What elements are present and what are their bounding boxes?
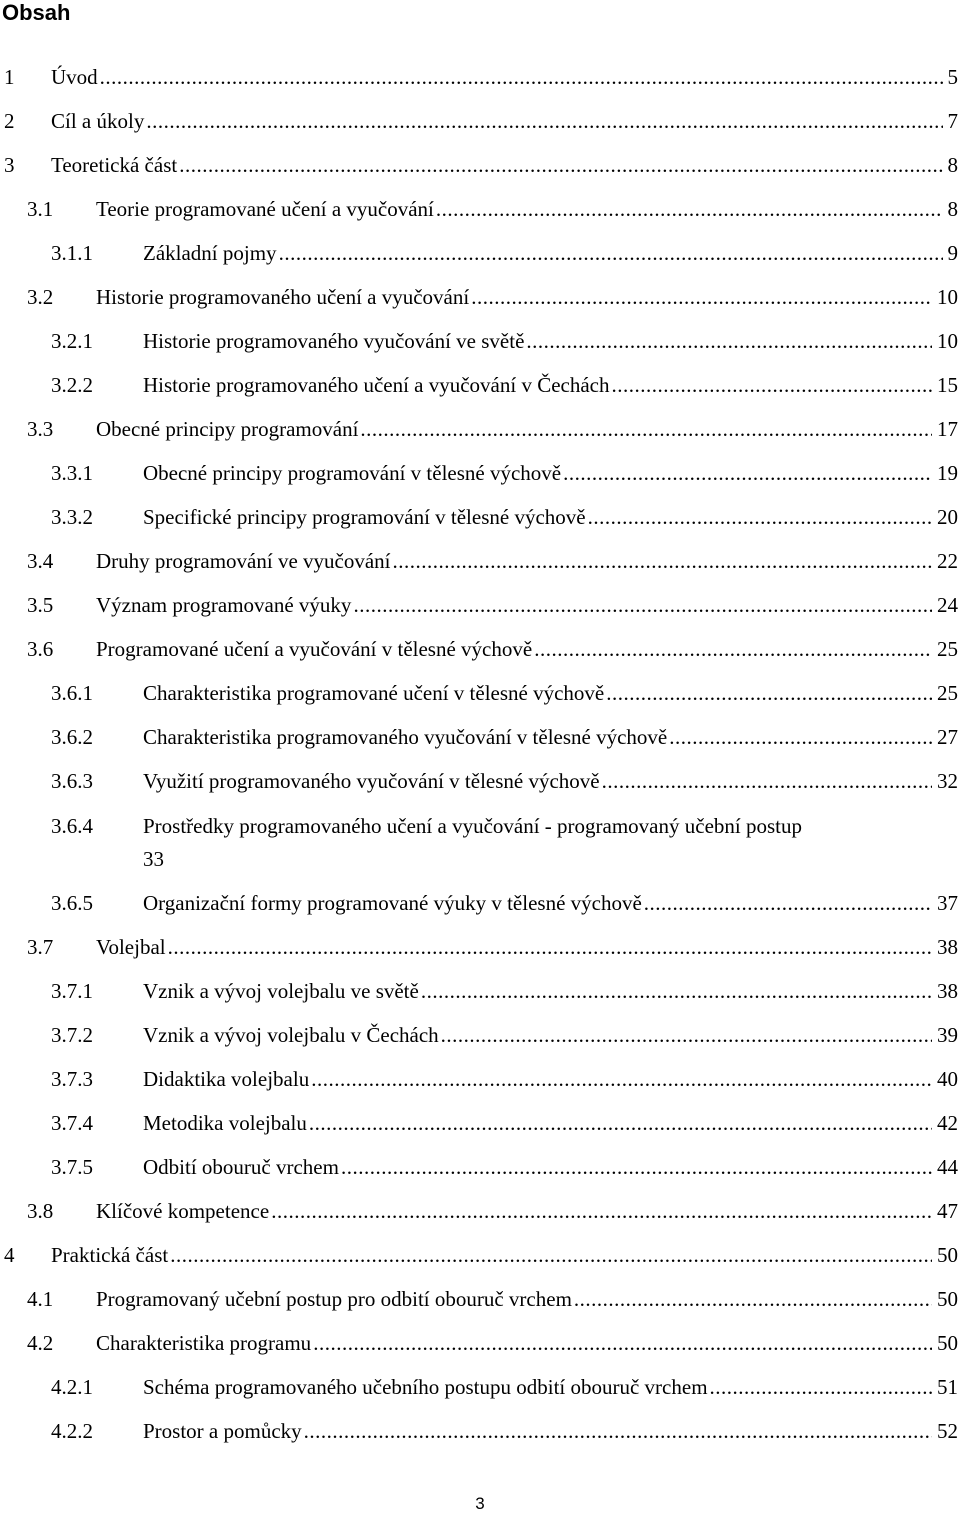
toc-entry-label: Druhy programování ve vyučování xyxy=(96,549,391,573)
toc-entry-number: 3 xyxy=(4,153,15,177)
dot-leader xyxy=(168,1240,932,1270)
toc-entry-page: 39 xyxy=(937,1023,958,1047)
toc-entry-page: 8 xyxy=(947,197,958,221)
toc-entry-number: 3.3.2 xyxy=(51,505,93,529)
dot-leader xyxy=(561,458,932,488)
dot-leader xyxy=(572,1284,932,1314)
toc-entry-number: 3.1.1 xyxy=(51,241,93,265)
toc-entry-label: Historie programovaného učení a vyučování xyxy=(96,285,470,309)
dot-leader xyxy=(434,194,943,224)
toc-entry-label: Cíl a úkoly xyxy=(51,109,145,133)
toc-entry-page: 52 xyxy=(937,1419,958,1443)
toc-entry-3-7-2[interactable] xyxy=(0,1020,960,1050)
toc-entry-label: Charakteristika programované učení v tělesné výchově xyxy=(143,681,605,705)
toc-entry-3[interactable] xyxy=(0,150,960,180)
dot-leader xyxy=(269,1196,932,1226)
toc-entry-label: Charakteristika programu xyxy=(96,1331,312,1355)
toc-entry-number: 3.7 xyxy=(27,935,54,959)
toc-entry-3-2[interactable] xyxy=(0,282,960,312)
toc-entry-page: 5 xyxy=(947,65,958,89)
dot-leader xyxy=(469,282,932,312)
dot-leader xyxy=(600,766,932,796)
dot-leader xyxy=(524,326,932,356)
toc-entry-page: 38 xyxy=(937,979,958,1003)
toc-entry-number: 3.2.2 xyxy=(51,373,93,397)
toc-entry-label: Význam programované výuky xyxy=(96,593,352,617)
toc-entry-label: Prostor a pomůcky xyxy=(143,1419,302,1443)
dot-leader xyxy=(166,932,932,962)
toc-entry-page: 47 xyxy=(937,1199,958,1223)
dot-leader xyxy=(339,1152,932,1182)
toc-entry-2[interactable] xyxy=(0,106,960,136)
toc-entry-page: 51 xyxy=(937,1375,958,1399)
toc-entry-3-7-4[interactable] xyxy=(0,1108,960,1138)
toc-entry-page: 32 xyxy=(937,769,958,793)
dot-leader xyxy=(642,888,932,918)
toc-entry-number: 3.2 xyxy=(27,285,54,309)
toc-entry-number: 3.7.4 xyxy=(51,1111,93,1135)
dot-leader xyxy=(144,106,942,136)
toc-entry-number: 3.6.1 xyxy=(51,681,93,705)
dot-leader xyxy=(358,414,932,444)
toc-entry-label: Obecné principy programování v tělesné výchově xyxy=(143,461,562,485)
toc-entry-page: 22 xyxy=(937,549,958,573)
toc-entry-label: Didaktika volejbalu xyxy=(143,1067,310,1091)
dot-leader xyxy=(391,546,932,576)
dot-leader xyxy=(610,370,932,400)
toc-entry-number: 3.7.2 xyxy=(51,1023,93,1047)
dot-leader xyxy=(586,502,932,532)
toc-entry-3-2-1[interactable] xyxy=(0,326,960,356)
toc-entry-number: 3.8 xyxy=(27,1199,54,1223)
toc-entry-number: 3.6.2 xyxy=(51,725,93,749)
toc-entry-3-7-3[interactable] xyxy=(0,1064,960,1094)
toc-entry-label: Vznik a vývoj volejbalu v Čechách xyxy=(143,1023,439,1047)
toc-entry-label: Programované učení a vyučování v tělesné výchově xyxy=(96,637,533,661)
toc-entry-3-3-1[interactable] xyxy=(0,458,960,488)
toc-entry-3-3-2[interactable] xyxy=(0,502,960,532)
toc-entry-4[interactable] xyxy=(0,1240,960,1270)
toc-entry-3-1[interactable] xyxy=(0,194,960,224)
toc-entry-page: 50 xyxy=(937,1331,958,1355)
dot-leader xyxy=(419,976,932,1006)
toc-entry-3-2-2[interactable] xyxy=(0,370,960,400)
toc-entry-3-1-1[interactable] xyxy=(0,238,960,268)
toc-entry-page: 7 xyxy=(947,109,958,133)
toc-entry-page: 44 xyxy=(937,1155,958,1179)
dot-leader xyxy=(708,1372,932,1402)
toc-entry-number: 3.1 xyxy=(27,197,54,221)
toc-entry-number: 1 xyxy=(4,65,15,89)
toc-entry-3-5[interactable] xyxy=(0,590,960,620)
toc-entry-label: Organizační formy programované výuky v tělesné výchově xyxy=(143,891,642,915)
toc-entry-4-2-2[interactable] xyxy=(0,1416,960,1446)
toc-entry-3-6-5[interactable] xyxy=(0,888,960,918)
toc-entry-3-7-5[interactable] xyxy=(0,1152,960,1182)
toc-entry-page: 25 xyxy=(937,681,958,705)
toc-entry-3-6-2[interactable] xyxy=(0,722,960,752)
toc-entry-number: 4.2.1 xyxy=(51,1375,93,1399)
toc-entry-page: 37 xyxy=(937,891,958,915)
dot-leader xyxy=(311,1328,932,1358)
toc-entry-number: 3.6.3 xyxy=(51,769,93,793)
toc-entry-page: 10 xyxy=(937,329,958,353)
toc-entry-3-3[interactable] xyxy=(0,414,960,444)
toc-entry-page: 9 xyxy=(947,241,958,265)
toc-entry-label: Metodika volejbalu xyxy=(143,1111,307,1135)
toc-entry-number: 3.6.4 xyxy=(51,814,93,838)
toc-entry-3-6-1[interactable] xyxy=(0,678,960,708)
toc-entry-page: 19 xyxy=(937,461,958,485)
toc-entry-label: Praktická část xyxy=(51,1243,169,1267)
toc-entry-3-4[interactable] xyxy=(0,546,960,576)
toc-entry-4-1[interactable] xyxy=(0,1284,960,1314)
dot-leader xyxy=(351,590,932,620)
toc-entry-page: 50 xyxy=(937,1243,958,1267)
toc-entry-page: 17 xyxy=(937,417,958,441)
toc-entry-3-6-4[interactable] xyxy=(0,810,960,876)
toc-entry-page: 25 xyxy=(937,637,958,661)
toc-entry-label: Programovaný učební postup pro odbití obouruč vrchem xyxy=(96,1287,572,1311)
toc-entry-label: Základní pojmy xyxy=(143,241,277,265)
toc-entry-number: 3.3.1 xyxy=(51,461,93,485)
toc-entry-page: 38 xyxy=(937,935,958,959)
toc-entry-label: Úvod xyxy=(51,65,98,89)
dot-leader xyxy=(667,722,932,752)
toc-entry-number: 3.7.1 xyxy=(51,979,93,1003)
toc-entry-label: Prostředky programovaného učení a vyučování - programovaný učební postup xyxy=(143,814,802,838)
toc-entry-label: Specifické principy programování v tělesné výchově xyxy=(143,505,586,529)
toc-entry-page: 8 xyxy=(947,153,958,177)
toc-entry-number: 3.5 xyxy=(27,593,54,617)
toc-entry-3-6-3[interactable] xyxy=(0,766,960,796)
toc-entry-page: 40 xyxy=(937,1067,958,1091)
toc-entry-number: 3.3 xyxy=(27,417,54,441)
toc-entry-label: Klíčové kompetence xyxy=(96,1199,270,1223)
toc-entry-4-2[interactable] xyxy=(0,1328,960,1358)
toc-entry-number: 4 xyxy=(4,1243,15,1267)
dot-leader xyxy=(307,1108,932,1138)
toc-entry-label: Charakteristika programovaného vyučování v tělesné výchově xyxy=(143,725,668,749)
toc-entry-label: Vznik a vývoj volejbalu ve světě xyxy=(143,979,419,1003)
toc-entry-number: 2 xyxy=(4,109,15,133)
dot-leader xyxy=(302,1416,932,1446)
dot-leader xyxy=(309,1064,932,1094)
toc-entry-label: Teorie programované učení a vyučování xyxy=(96,197,434,221)
toc-entry-3-7-1[interactable] xyxy=(0,976,960,1006)
toc-entry-number: 3.4 xyxy=(27,549,54,573)
dot-leader xyxy=(177,150,942,180)
toc-entry-number: 3.7.3 xyxy=(51,1067,93,1091)
toc-entry-3-8[interactable] xyxy=(0,1196,960,1226)
toc-entry-label: Obecné principy programování xyxy=(96,417,359,441)
dot-leader xyxy=(604,678,932,708)
page-title: Obsah xyxy=(2,0,71,25)
toc-entry-label: Schéma programovaného učebního postupu odbití obouruč vrchem xyxy=(143,1375,708,1399)
toc-entry-number: 4.1 xyxy=(27,1287,54,1311)
toc-entry-1[interactable] xyxy=(0,62,960,92)
toc-entry-page: 27 xyxy=(937,725,958,749)
dot-leader xyxy=(532,634,932,664)
toc-entry-page: 15 xyxy=(937,373,958,397)
toc-entry-label: Historie programovaného učení a vyučování v Čechách xyxy=(143,373,610,397)
toc-entry-number: 3.2.1 xyxy=(51,329,93,353)
toc-entry-4-2-1[interactable] xyxy=(0,1372,960,1402)
toc-entry-number: 4.2.2 xyxy=(51,1419,93,1443)
footer-page-number: 3 xyxy=(475,1494,485,1513)
dot-leader xyxy=(98,62,943,92)
toc-entry-number: 3.7.5 xyxy=(51,1155,93,1179)
toc-entry-page: 10 xyxy=(937,285,958,309)
toc-entry-label: Teoretická část xyxy=(51,153,178,177)
toc-entry-page: 33 xyxy=(143,847,164,871)
toc-entry-label: Využití programovaného vyučování v tělesné výchově xyxy=(143,769,600,793)
toc-entry-label: Odbití obouruč vrchem xyxy=(143,1155,339,1179)
toc-entry-number: 4.2 xyxy=(27,1331,54,1355)
toc-entry-page: 42 xyxy=(937,1111,958,1135)
toc-entry-number: 3.6 xyxy=(27,637,54,661)
toc-entry-page: 50 xyxy=(937,1287,958,1311)
toc-entry-3-7[interactable] xyxy=(0,932,960,962)
toc-entry-label: Historie programovaného vyučování ve světě xyxy=(143,329,525,353)
toc-entry-number: 3.6.5 xyxy=(51,891,93,915)
toc-entry-page: 20 xyxy=(937,505,958,529)
toc-entry-3-6[interactable] xyxy=(0,634,960,664)
toc-entry-page: 24 xyxy=(937,593,958,617)
dot-leader xyxy=(439,1020,932,1050)
toc-entry-label: Volejbal xyxy=(96,935,166,959)
dot-leader xyxy=(277,238,943,268)
